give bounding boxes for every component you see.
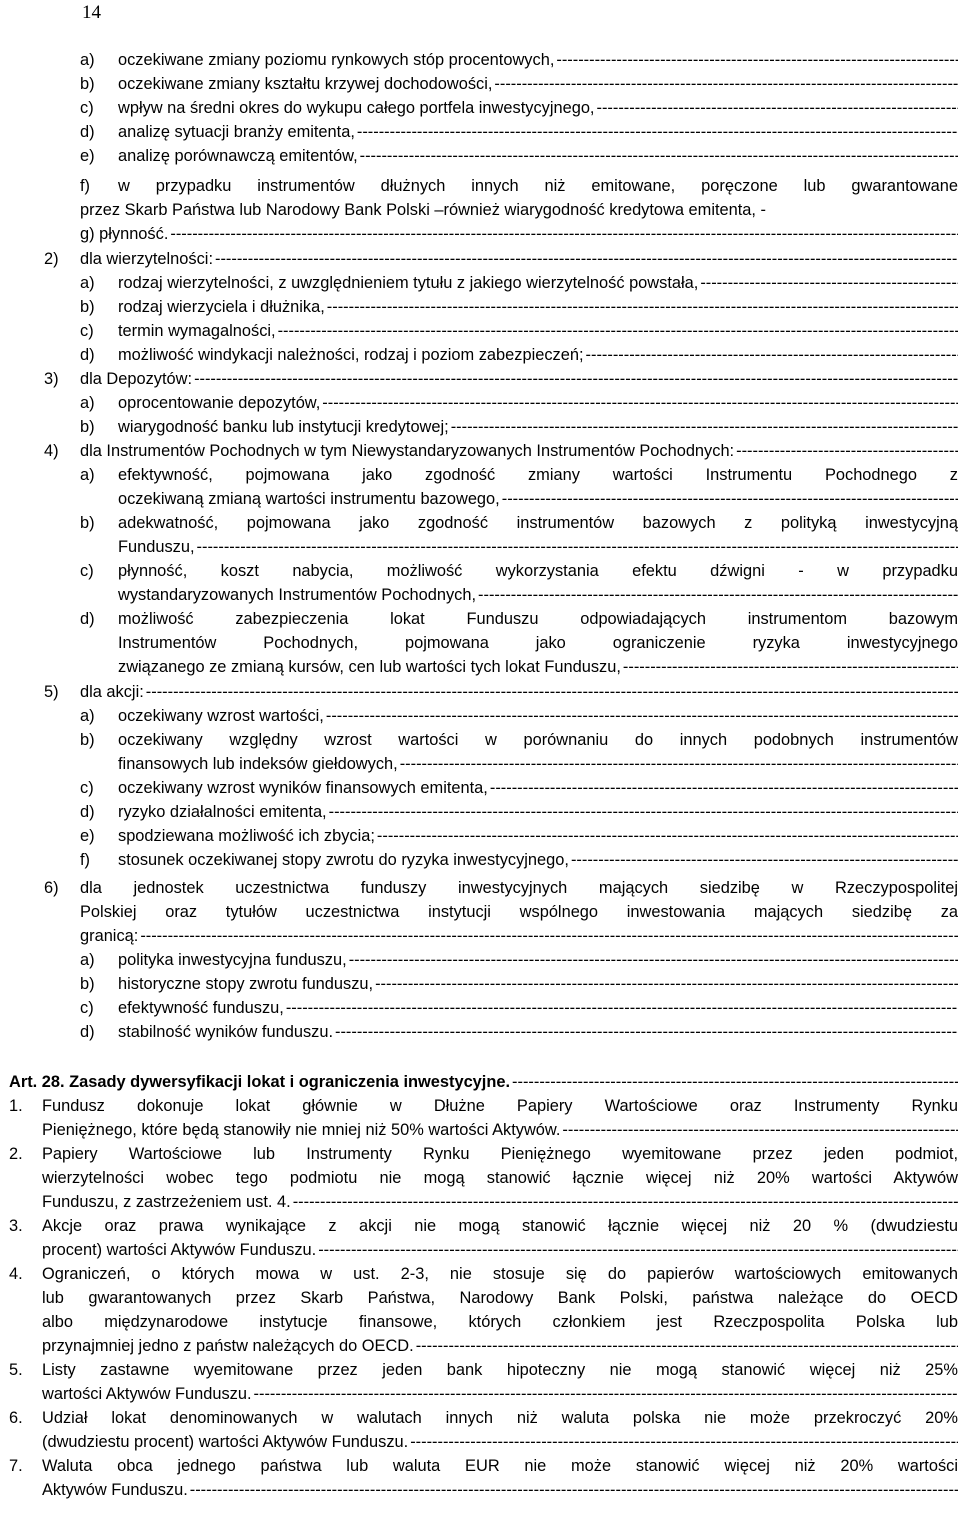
list-marker: b) (80, 731, 95, 749)
line-text: spodziewana możliwość ich zbycia; (118, 827, 375, 845)
text-line (118, 996, 958, 1020)
text-line (80, 876, 958, 900)
list-marker: d) (80, 346, 95, 364)
list-marker: d) (80, 1023, 95, 1041)
line-text: stosunek oczekiwanej stopy zwrotu do ryzyka inwestycyjnego, (118, 851, 569, 869)
dash-filler (377, 824, 958, 848)
text-line (42, 1118, 958, 1142)
text-line (118, 174, 958, 198)
line-text: przynajmniej jedno z państw należących do OECD. (42, 1337, 414, 1355)
list-marker: b) (80, 298, 95, 316)
line-text: wystandaryzowanych Instrumentów Pochodnych, (118, 586, 477, 604)
list-marker: e) (80, 827, 95, 845)
text-line (118, 607, 958, 631)
line-text: dla akcji: (80, 683, 144, 701)
text-line (118, 535, 958, 559)
dash-filler (360, 144, 958, 168)
line-text: stabilność wyników funduszu. (118, 1023, 334, 1041)
list-marker: 7. (9, 1457, 23, 1475)
text-line (118, 1020, 958, 1044)
dash-filler (349, 948, 958, 972)
line-text: Polskiej oraz tytułów uczestnictwa instytucji wspólnego inwestowania mających siedzibę za (80, 903, 958, 921)
line-text: analizę porównawczą emitentów, (118, 147, 358, 165)
text-line (42, 1478, 958, 1502)
text-line (42, 1454, 958, 1478)
text-line (118, 752, 958, 776)
list-marker: a) (80, 707, 95, 725)
dash-filler (736, 439, 958, 463)
text-line (118, 463, 958, 487)
dash-filler (335, 1020, 958, 1044)
line-text: historyczne stopy zwrotu funduszu, (118, 975, 374, 993)
list-marker: b) (80, 975, 95, 993)
text-line (118, 631, 958, 655)
line-text: efektywność funduszu, (118, 999, 284, 1017)
list-marker: a) (80, 466, 95, 484)
line-text: lub gwarantowanych przez Skarb Państwa, Narodowy Bank Polski, państwa należące do OECD (42, 1289, 958, 1307)
dash-filler (512, 1070, 958, 1094)
line-text: dla jednostek uczestnictwa funduszy inwestycyjnych mających siedzibę w Rzeczypospolitej (80, 879, 958, 897)
list-marker: 2) (44, 250, 59, 268)
text-line (118, 948, 958, 972)
text-line (118, 120, 958, 144)
line-text: Instrumentów Pochodnych, pojmowana jako ograniczenie ryzyka inwestycyjnego (118, 634, 958, 652)
dash-filler (494, 72, 958, 96)
line-text: procent) wartości Aktywów Funduszu. (42, 1241, 317, 1259)
list-marker: e) (80, 147, 95, 165)
line-text: oczekiwany wzrost wartości, (118, 707, 324, 725)
line-text: oczekiwaną zmianą wartości instrumentu bazowego, (118, 490, 500, 508)
text-line (42, 1310, 958, 1334)
list-marker: 1. (9, 1097, 23, 1115)
list-marker: d) (80, 123, 95, 141)
text-line (118, 511, 958, 535)
text-line (118, 144, 958, 168)
text-line (118, 48, 958, 72)
list-marker: 6) (44, 879, 59, 897)
dash-filler (190, 1478, 958, 1502)
list-marker: c) (80, 999, 94, 1017)
list-marker: 6. (9, 1409, 23, 1427)
line-text: dla Instrumentów Pochodnych w tym Niewystandaryzowanych Instrumentów Pochodnych: (80, 442, 735, 460)
dash-filler (197, 535, 958, 559)
line-text: analizę sytuacji branży emitenta, (118, 123, 355, 141)
text-line (118, 972, 958, 996)
dash-filler (490, 776, 958, 800)
line-text: w przypadku instrumentów dłużnych innych niż emitowane, poręczone lub gwarantowane (118, 177, 958, 195)
text-line (42, 1334, 958, 1358)
text-line (42, 1094, 958, 1118)
text-line (118, 848, 958, 872)
dash-filler (146, 680, 958, 704)
line-text: możliwość windykacji należności, rodzaj i poziom zabezpieczeń; (118, 346, 584, 364)
dash-filler (416, 1334, 958, 1358)
text-line (118, 655, 958, 679)
line-text: wpływ na średni okres do wykupu całego portfela inwestycyjnego, (118, 99, 595, 117)
list-marker: f) (80, 851, 91, 869)
list-marker: 3. (9, 1217, 23, 1235)
text-line (118, 704, 958, 728)
text-line (118, 271, 958, 295)
line-text: finansowych lub indeksów giełdowych, (118, 755, 398, 773)
text-line (42, 1430, 958, 1454)
line-text: termin wymagalności, (118, 322, 276, 340)
list-marker: d) (80, 803, 95, 821)
dash-filler (327, 295, 958, 319)
line-text: wartości Aktywów Funduszu. (42, 1385, 252, 1403)
text-line (118, 824, 958, 848)
dash-filler (278, 319, 958, 343)
dash-filler (478, 583, 958, 607)
line-text: Listy zastawne wyemitowane przez jeden bank hipoteczny nie mogą stanowić więcej niż 25% (42, 1361, 958, 1379)
line-text: Waluta obca jednego państwa lub waluta EUR nie może stanowić więcej niż 20% wartości (42, 1457, 958, 1475)
dash-filler (329, 800, 958, 824)
text-line (42, 1382, 958, 1406)
line-text: Funduszu, z zastrzeżeniem ust. 4. (42, 1193, 291, 1211)
text-line (42, 1358, 958, 1382)
dash-filler (410, 1430, 958, 1454)
list-marker: f) (80, 177, 91, 195)
text-line (42, 1142, 958, 1166)
dash-filler (451, 415, 958, 439)
dash-filler (586, 343, 958, 367)
list-marker: c) (80, 322, 94, 340)
text-line (42, 1190, 958, 1214)
list-marker: d) (80, 610, 95, 628)
list-marker: 4. (9, 1265, 23, 1283)
line-text: Art. 28. Zasady dywersyfikacji lokat i ograniczenia inwestycyjne. (9, 1073, 511, 1091)
text-line (42, 1406, 958, 1430)
text-line (80, 439, 958, 463)
text-line (118, 800, 958, 824)
text-line (80, 924, 958, 948)
dash-filler (194, 367, 958, 391)
dash-filler (326, 704, 958, 728)
line-text: wiarygodność banku lub instytucji kredytowej; (118, 418, 449, 436)
text-line (118, 96, 958, 120)
dash-filler (571, 848, 958, 872)
line-text: efektywność, pojmowana jako zgodność zmiany wartości Instrumentu Pochodnego z (118, 466, 958, 484)
line-text: Funduszu, (118, 538, 195, 556)
line-text: Aktywów Funduszu. (42, 1481, 188, 1499)
line-text: Akcje oraz prawa wynikające z akcji nie mogą stanowić łącznie więcej niż 20 % (dwudziestu (42, 1217, 958, 1235)
line-text: adekwatność, pojmowana jako zgodność instrumentów bazowych z polityką inwestycyjną (118, 514, 958, 532)
dash-filler (140, 924, 958, 948)
text-line (118, 583, 958, 607)
list-marker: b) (80, 75, 95, 93)
line-text: oczekiwany wzrost wyników finansowych emitenta, (118, 779, 488, 797)
text-line (118, 391, 958, 415)
text-line (80, 367, 958, 391)
text-line (42, 1166, 958, 1190)
line-text: ryzyko działalności emitenta, (118, 803, 327, 821)
line-text: oczekiwane zmiany poziomu rynkowych stóp procentowych, (118, 51, 555, 69)
text-line (118, 343, 958, 367)
text-line (42, 1262, 958, 1286)
line-text: oprocentowanie depozytów, (118, 394, 321, 412)
line-text: polityka inwestycyjna funduszu, (118, 951, 347, 969)
line-text: rodzaj wierzytelności, z uwzględnieniem tytułu z jakiego wierzytelność powstała, (118, 274, 699, 292)
dash-filler (170, 222, 958, 246)
text-line (118, 72, 958, 96)
line-text: granicą: (80, 927, 139, 945)
dash-filler (556, 48, 958, 72)
dash-filler (293, 1190, 958, 1214)
list-marker: 5) (44, 683, 59, 701)
list-marker: 5. (9, 1361, 23, 1379)
line-text: dla wierzytelności: (80, 250, 213, 268)
text-line (118, 319, 958, 343)
line-text: oczekiwane zmiany kształtu krzywej dochodowości, (118, 75, 493, 93)
list-marker: c) (80, 562, 94, 580)
line-text: Fundusz dokonuje lokat głównie w Dłużne Papiery Wartościowe oraz Instrumenty Rynku (42, 1097, 958, 1115)
list-marker: 4) (44, 442, 59, 460)
dash-filler (562, 1118, 958, 1142)
text-line (118, 728, 958, 752)
line-text: albo międzynarodowe instytucje finansowe, których członkiem jest Rzeczpospolita Polska lub (42, 1313, 958, 1331)
list-marker: a) (80, 274, 95, 292)
line-text: (dwudziestu procent) wartości Aktywów Funduszu. (42, 1433, 409, 1451)
text-line (118, 487, 958, 511)
line-text: płynność, koszt nabycia, możliwość wykorzystania efektu dźwigni - w przypadku (118, 562, 958, 580)
dash-filler (597, 96, 959, 120)
line-text: g) płynność. (80, 225, 169, 243)
list-marker: c) (80, 779, 94, 797)
text-line (42, 1238, 958, 1262)
line-text: możliwość zabezpieczenia lokat Funduszu odpowiadających instrumentom bazowym (118, 610, 958, 628)
text-line (42, 1214, 958, 1238)
dash-filler (502, 487, 958, 511)
list-marker: 3) (44, 370, 59, 388)
line-text: przez Skarb Państwa lub Narodowy Bank Polski –również wiarygodność kredytowa emitenta, - (80, 201, 766, 219)
text-line (118, 776, 958, 800)
list-marker: a) (80, 951, 95, 969)
dash-filler (322, 391, 958, 415)
text-line (80, 680, 958, 704)
list-marker: 2. (9, 1145, 23, 1163)
dash-filler (400, 752, 958, 776)
dash-filler (623, 655, 958, 679)
line-text: wierzytelności wobec tego podmiotu nie mogą stanowić łącznie więcej niż 20% wartości Aktywów (42, 1169, 958, 1187)
list-marker: b) (80, 418, 95, 436)
line-text: rodzaj wierzyciela i dłużnika, (118, 298, 325, 316)
line-text: Udział lokat denominowanych w walutach innych niż waluta polska nie może przekroczyć 20% (42, 1409, 958, 1427)
text-line (80, 900, 958, 924)
text-line (118, 295, 958, 319)
list-marker: c) (80, 99, 94, 117)
page-number: 14 (82, 2, 101, 23)
text-line (80, 247, 958, 271)
dash-filler (318, 1238, 958, 1262)
line-text: oczekiwany względny wzrost wartości w porównaniu do innych podobnych instrumentów (118, 731, 958, 749)
section-heading (9, 1070, 958, 1094)
text-line (80, 222, 958, 246)
line-text: Papiery Wartościowe lub Instrumenty Rynku Pieniężnego wyemitowane przez jeden podmiot, (42, 1145, 958, 1163)
dash-filler (357, 120, 958, 144)
list-marker: b) (80, 514, 95, 532)
line-text: dla Depozytów: (80, 370, 193, 388)
dash-filler (700, 271, 958, 295)
list-marker: a) (80, 394, 95, 412)
line-text: Pieniężnego, które będą stanowiły nie mniej niż 50% wartości Aktywów. (42, 1121, 561, 1139)
line-text: Ograniczeń, o których mowa w ust. 2-3, nie stosuje się do papierów wartościowych emitowanych (42, 1265, 958, 1283)
dash-filler (215, 247, 958, 271)
dash-filler (375, 972, 958, 996)
dash-filler (254, 1382, 958, 1406)
list-marker: a) (80, 51, 95, 69)
text-line (118, 559, 958, 583)
text-line (42, 1286, 958, 1310)
text-line (118, 415, 958, 439)
text-line (80, 198, 958, 222)
line-text: związanego ze zmianą kursów, cen lub wartości tych lokat Funduszu, (118, 658, 621, 676)
dash-filler (286, 996, 958, 1020)
